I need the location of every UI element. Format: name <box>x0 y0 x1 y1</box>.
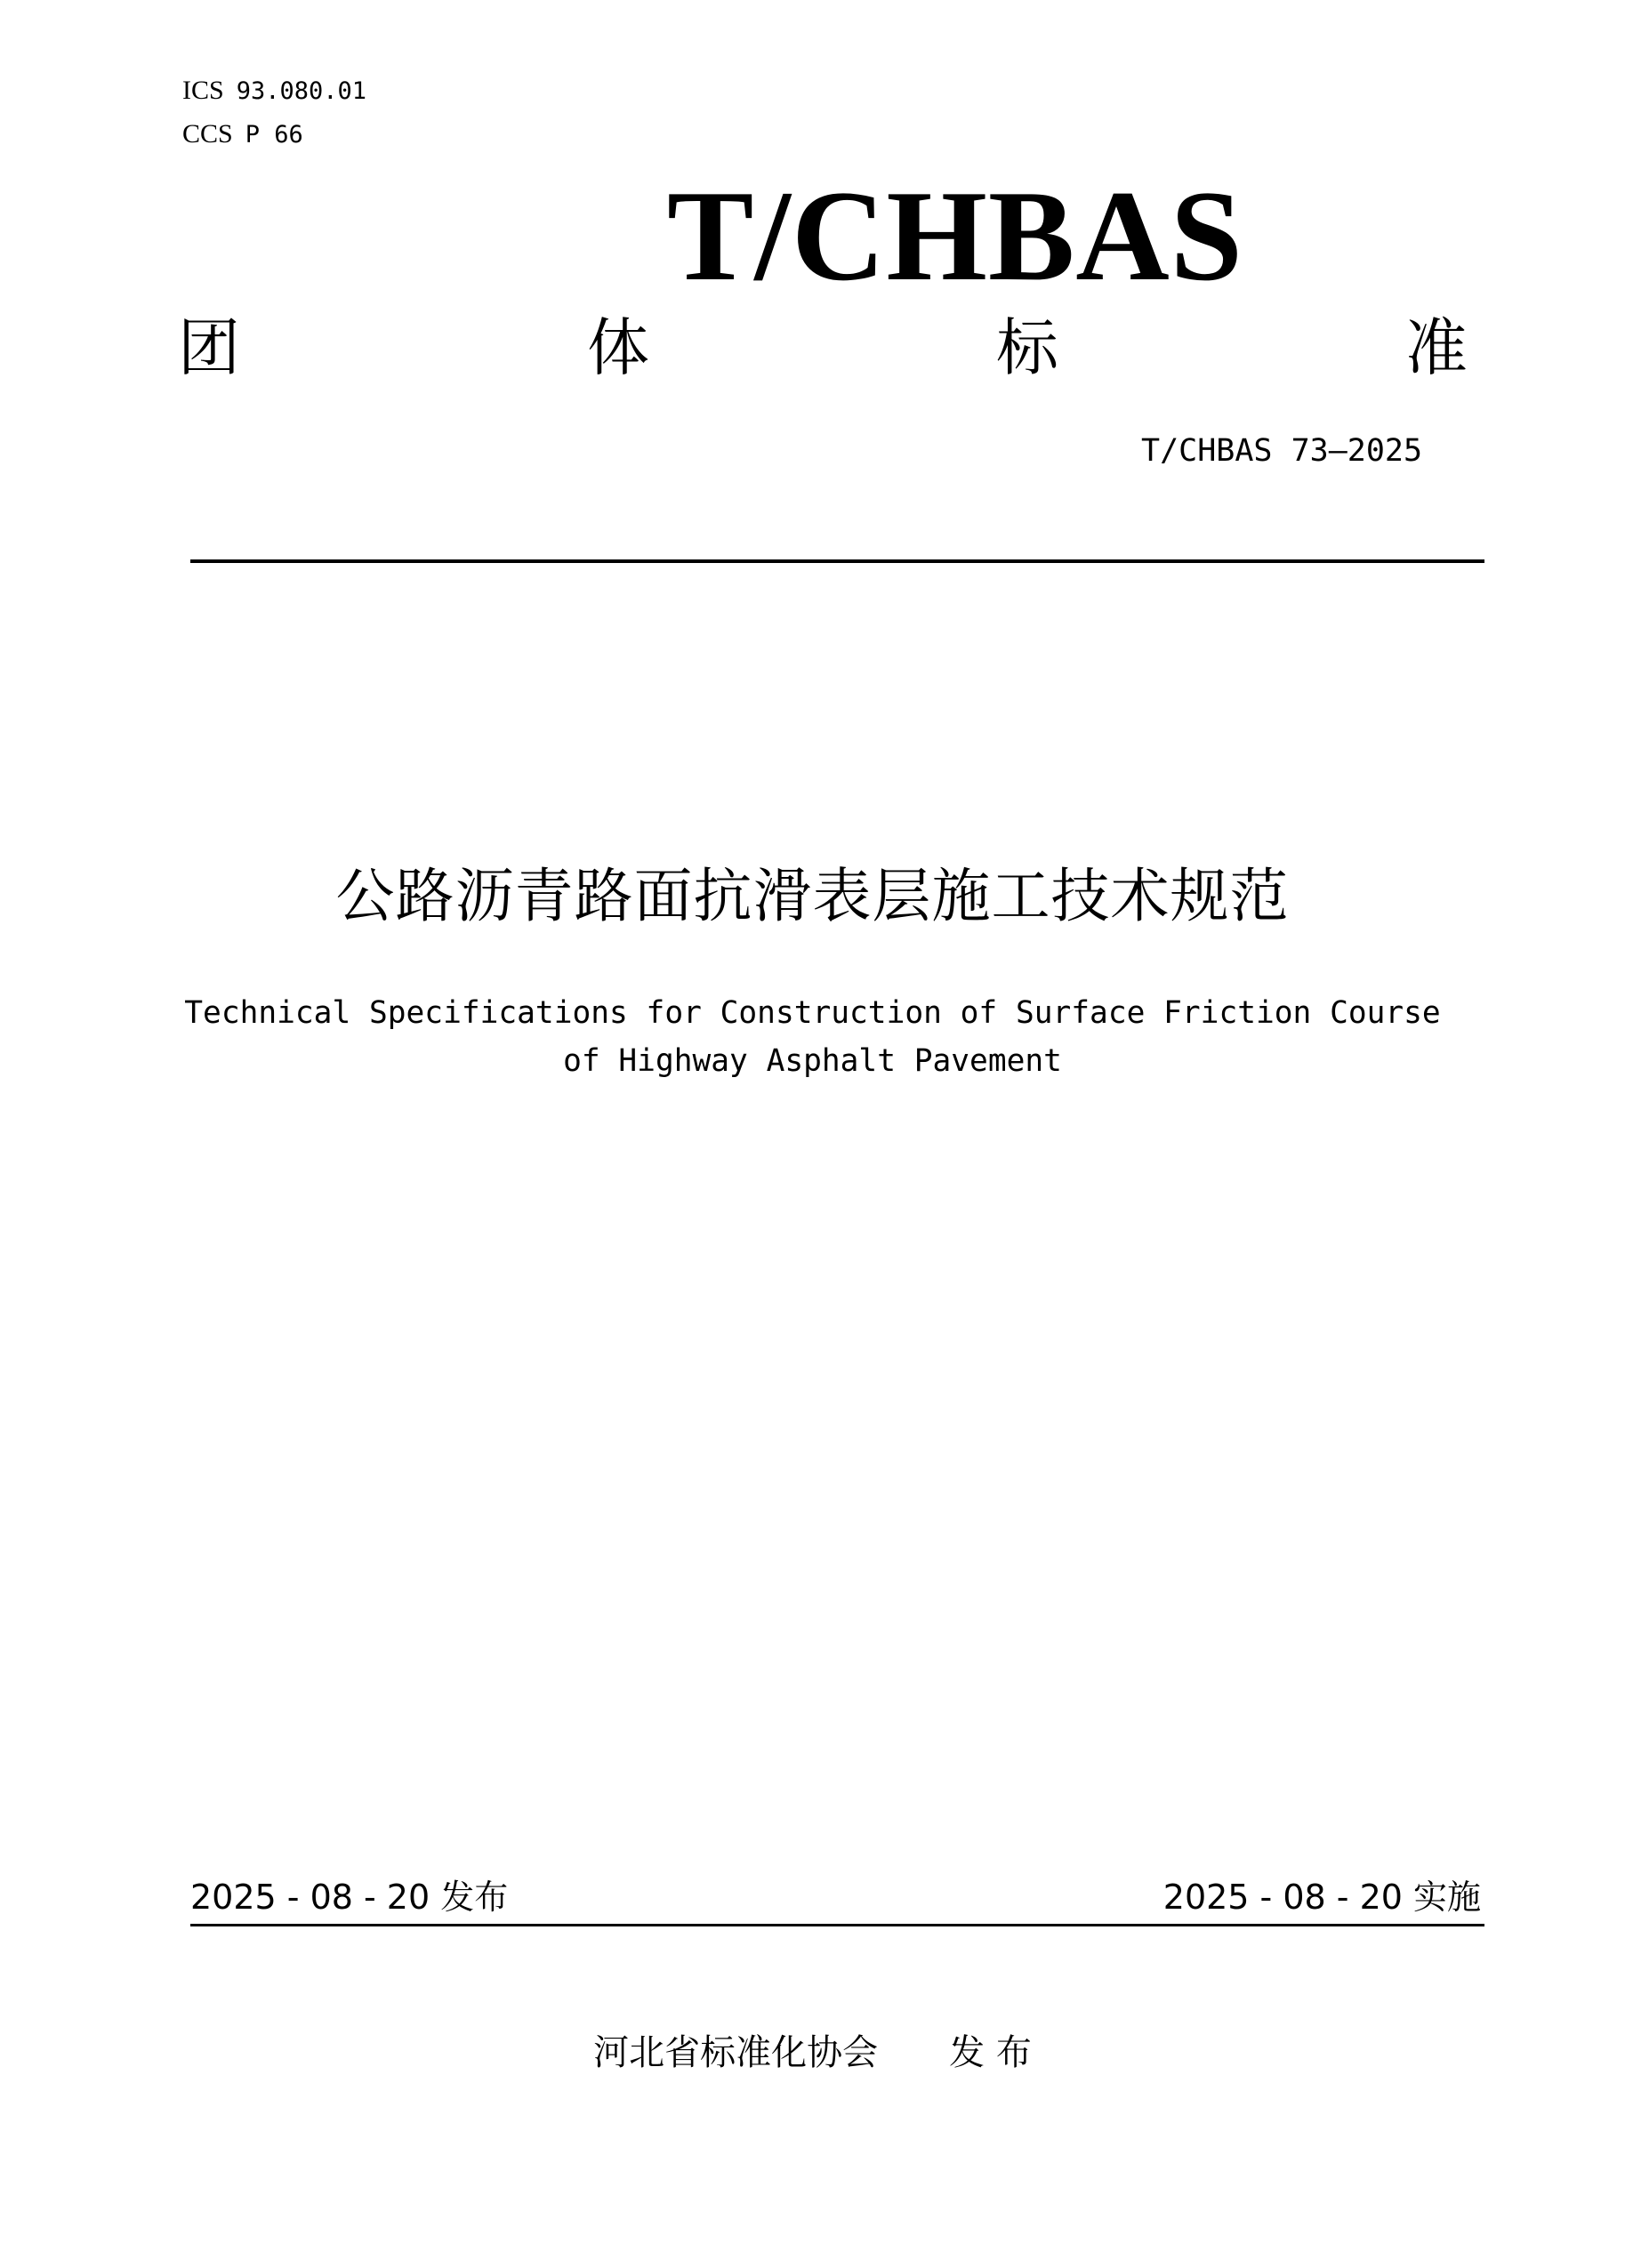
standard-type-char: 团 <box>178 311 240 384</box>
title-english-line: Technical Specifications for Construction of Surface Friction Course <box>184 995 1441 1031</box>
release-date: 2025 - 08 - 20 发布 <box>190 1878 509 1917</box>
implementation-date: 2025 - 08 - 20 实施 <box>1162 1878 1481 1917</box>
ics-label: ICS <box>182 76 224 105</box>
standard-type-char: 体 <box>587 311 649 384</box>
ics-value: 93.080.01 <box>236 77 366 105</box>
standard-type-char: 准 <box>1405 311 1468 384</box>
top-divider <box>190 559 1484 563</box>
standard-number: T/CHBAS 73—2025 <box>1141 433 1423 469</box>
ccs-value: P 66 <box>245 121 303 149</box>
issuer-name: 河北省标准化协会 <box>593 2032 879 2073</box>
brand-logo: T/CHBAS <box>667 164 1243 308</box>
title-chinese: 公路沥青路面抗滑表层施工技术规范 <box>335 862 1290 930</box>
title-english-line: of Highway Asphalt Pavement <box>563 1043 1062 1079</box>
bottom-divider <box>190 1924 1484 1926</box>
standard-type-char: 标 <box>996 311 1058 384</box>
ics-code <box>182 76 366 107</box>
ccs-code <box>182 119 303 150</box>
issuer <box>0 2031 1625 2075</box>
ccs-label: CCS <box>182 119 233 149</box>
issuer-action: 发 布 <box>949 2032 1032 2073</box>
title-english <box>0 989 1625 1085</box>
standard-type <box>178 307 1468 389</box>
